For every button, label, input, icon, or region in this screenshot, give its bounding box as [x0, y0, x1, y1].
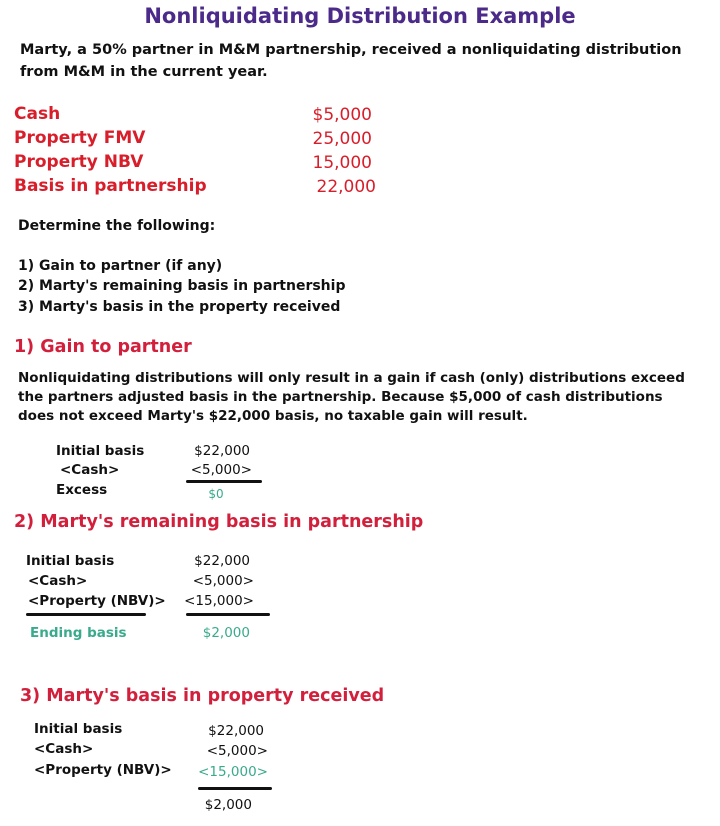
s3-label-cash: <Cash>: [34, 741, 94, 757]
s2-value-ending-basis: $2,000: [202, 625, 250, 641]
section3-heading: 3) Marty's basis in property received: [20, 686, 385, 706]
intro-line-1: Marty, a 50% partner in M&M partnership, received a nonliquidating distribution: [20, 42, 682, 58]
s2-label-property-nbv: <Property (NBV)>: [28, 593, 166, 609]
given-value-cash: $5,000: [312, 105, 372, 125]
question-2: 2) Marty's remaining basis in partnership: [18, 278, 346, 294]
given-value-property-fmv: 25,000: [312, 129, 372, 149]
determine-label: Determine the following:: [18, 218, 216, 234]
intro-line-2: from M&M in the current year.: [20, 64, 268, 80]
section1-paragraph-line-3: does not exceed Marty's $22,000 basis, no taxable gain will result.: [18, 408, 528, 424]
s1-value-initial-basis: $22,000: [194, 443, 250, 459]
s1-label-initial-basis: Initial basis: [56, 443, 145, 459]
page-title: Nonliquidating Distribution Example: [144, 4, 576, 28]
given-label-property-fmv: Property FMV: [14, 128, 146, 148]
question-1: 1) Gain to partner (if any): [18, 258, 223, 274]
section1-heading: 1) Gain to partner: [14, 337, 192, 357]
given-value-basis: 22,000: [316, 177, 376, 197]
s1-label-excess: Excess: [56, 482, 108, 498]
s3-value-total: $2,000: [204, 797, 252, 813]
question-3: 3) Marty's basis in the property received: [18, 299, 341, 315]
given-label-basis: Basis in partnership: [14, 176, 207, 196]
s2-label-initial-basis: Initial basis: [26, 553, 115, 569]
s2-value-cash: <5,000>: [192, 573, 254, 589]
s2-value-property-nbv: <15,000>: [184, 593, 254, 609]
s3-label-property-nbv: <Property (NBV)>: [34, 762, 172, 778]
s3-value-cash: <5,000>: [206, 743, 268, 759]
s2-label-cash: <Cash>: [28, 573, 88, 589]
s1-value-cash: <5,000>: [190, 462, 252, 478]
s3-value-property-nbv: <15,000>: [198, 764, 268, 780]
s1-label-cash: <Cash>: [60, 462, 120, 478]
s2-value-initial-basis: $22,000: [194, 553, 250, 569]
given-label-cash: Cash: [14, 104, 61, 124]
s2-label-ending-basis: Ending basis: [30, 625, 127, 641]
s3-value-initial-basis: $22,000: [208, 723, 264, 739]
s3-label-initial-basis: Initial basis: [34, 721, 123, 737]
given-label-property-nbv: Property NBV: [14, 152, 144, 172]
s2-label-underline: [26, 613, 146, 616]
s1-total-underline: [186, 480, 262, 483]
given-value-property-nbv: 15,000: [312, 153, 372, 173]
s3-total-underline: [198, 787, 272, 790]
s2-total-underline: [186, 613, 270, 616]
section1-paragraph-line-2: the partners adjusted basis in the partnership. Because $5,000 of cash distributions: [18, 389, 663, 405]
section2-heading: 2) Marty's remaining basis in partnership: [14, 512, 424, 532]
s1-value-excess: $0: [208, 487, 224, 501]
section1-paragraph-line-1: Nonliquidating distributions will only result in a gain if cash (only) distributions exceed: [18, 370, 685, 386]
